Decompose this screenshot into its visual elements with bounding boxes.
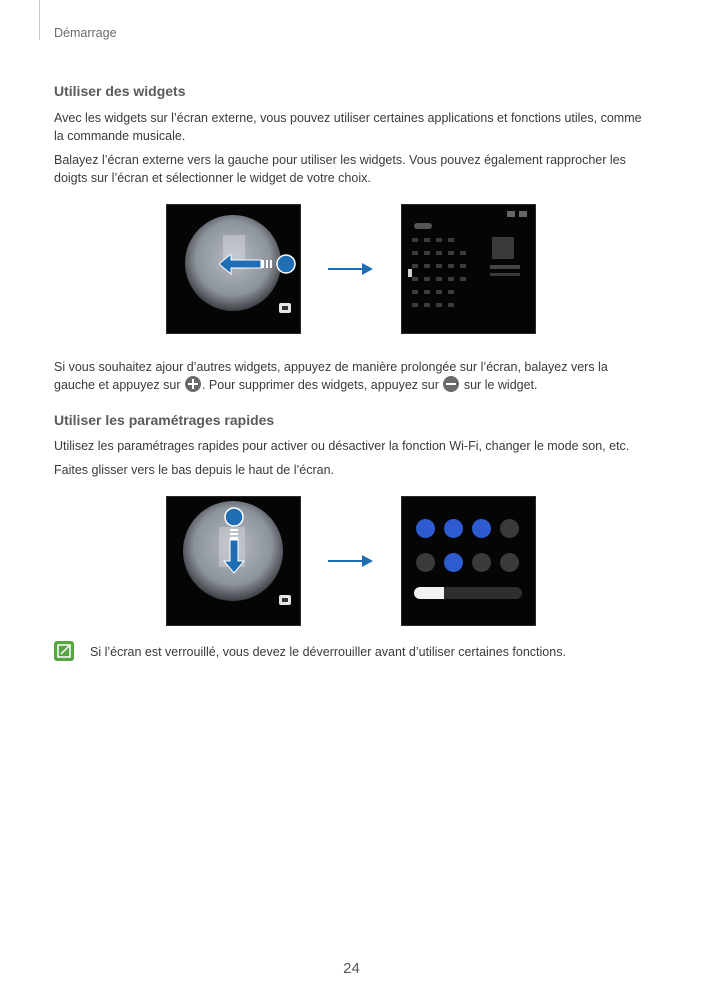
brightness-slider [414, 587, 522, 599]
widgets-heading: Utiliser des widgets [54, 83, 186, 99]
swipe-down-arrow-icon [221, 507, 247, 584]
widgets-paragraph-3-part-a: Si vous souhaitez ajour d’autres widgets, appuyez de manière prolongée sur l’écran, balayez vers la gauche et appuyez sur [54, 360, 608, 392]
wifi-icon [416, 519, 435, 538]
quick-settings-screenshot [401, 496, 536, 626]
swipe-left-arrow-icon [219, 254, 299, 283]
quick-settings-paragraph-1: Utilisez les paramétrages rapides pour activer ou désactiver la fonction Wi-Fi, changer le mode son, etc. [54, 439, 630, 453]
transition-arrow-line [328, 268, 364, 270]
note-icon [54, 641, 74, 661]
transition-arrow-icon [362, 263, 373, 275]
airplane-icon [500, 519, 519, 538]
add-icon [185, 376, 201, 392]
bluetooth-icon [472, 519, 491, 538]
transition-arrow-icon-2 [362, 555, 373, 567]
remove-icon [443, 376, 459, 392]
quick-settings-paragraph-2: Faites glisser vers le bas depuis le haut de l’écran. [54, 463, 335, 477]
watch-face-screenshot [166, 204, 301, 334]
widgets-paragraph-3-part-b: . Pour supprimer des widgets, appuyez sur [201, 378, 439, 392]
transition-arrow-line-2 [328, 560, 364, 562]
data-icon [444, 553, 463, 572]
page-number: 24 [343, 960, 360, 977]
widgets-paragraph-1: Avec les widgets sur l’écran externe, vous pouvez utiliser certaines applications et fonctions utiles, comme la commande musicale. [54, 111, 642, 143]
note-text: Si l’écran est verrouillé, vous devez le déverrouiller avant d’utiliser certaines fonctions. [90, 645, 566, 659]
quick-settings-heading: Utiliser les paramétrages rapides [54, 412, 275, 428]
nfc-icon [472, 553, 491, 572]
widgets-screenshot [401, 204, 536, 334]
section-header: Démarrage [54, 26, 117, 40]
widgets-paragraph-3 [54, 358, 646, 394]
watch-face-swipe-down-screenshot [166, 496, 301, 626]
widgets-illustration [402, 205, 535, 333]
sound-icon [444, 519, 463, 538]
widgets-paragraph-2: Balayez l’écran externe vers la gauche pour utiliser les widgets. Vous pouvez également rapprocher les doigts sur l’écran et sélectionner le widget de votre choix. [54, 153, 626, 185]
flashlight-icon [416, 553, 435, 572]
mode-icon [500, 553, 519, 572]
margin-rule [39, 0, 40, 40]
widgets-paragraph-3-part-c: sur le widget. [463, 378, 538, 392]
brightness-icon [414, 587, 444, 599]
